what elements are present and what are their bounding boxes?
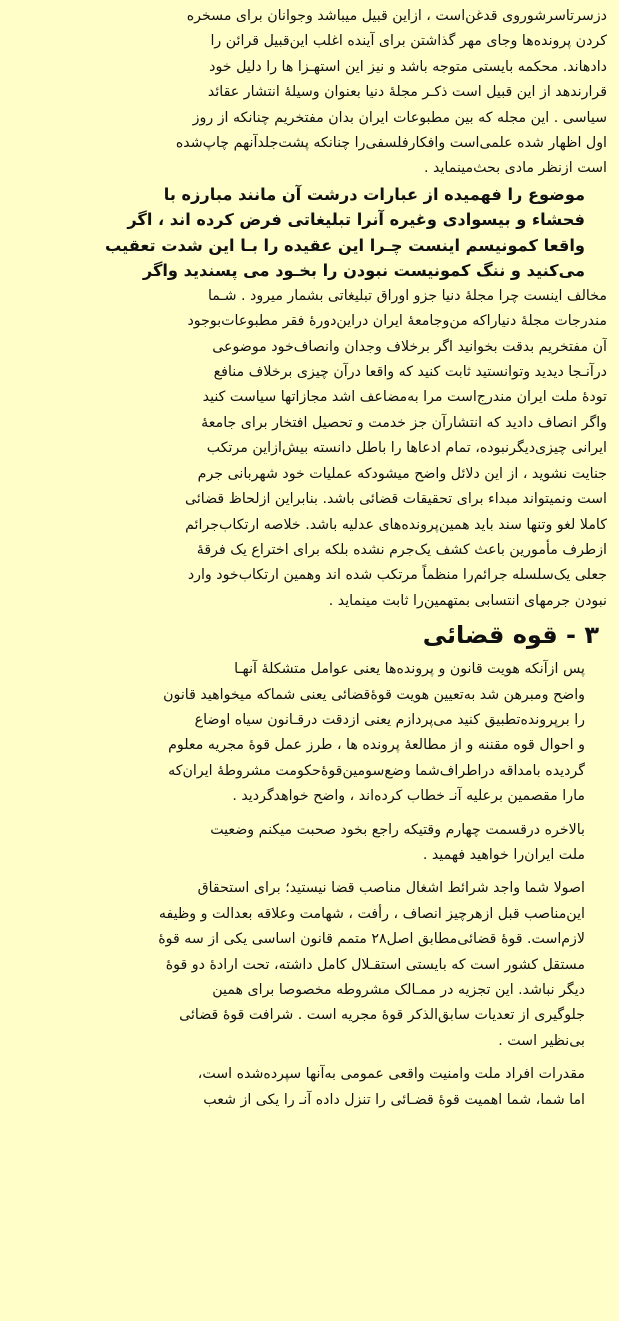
paragraph-4 xyxy=(14,657,607,809)
text-line: بی‌نظیر است . xyxy=(498,1032,585,1049)
text-line: واگر انصاف دادید که انتشارآن جز خدمت و تحصیل افتخار برای جامعهٔ xyxy=(201,414,607,431)
paragraph-gap xyxy=(14,868,607,876)
text-line: سیاسی . این مجله که بین مطبوعات ایران بدان مفتخریم چنانکه از روز xyxy=(192,109,607,126)
text-line: موضوع را فهمیده از عبارات درشت آن مانند مبارزه با xyxy=(163,184,585,204)
text-line: تودهٔ ملت ایران مندرج‌است مرا به‌مضاعف اشد مجازاتها سیاست کنید xyxy=(202,389,607,406)
text-line: آن مفتخریم بدقت بخوانید اگر برخلاف وجدان وانصاف‌خود موضوعی xyxy=(212,338,607,355)
paragraph-gap xyxy=(14,810,607,818)
text-line: درآنـجا دیدید وتوانستید ثابت کنید که واقعا درآن چیزی برخلاف منافع xyxy=(213,364,607,381)
text-line: مخالف اینست چرا مجلهٔ دنیا جزو اوراق تبلیغاتی بشمار میرود . شـما xyxy=(207,287,607,304)
text-line: مستقل کشور است که بایستی استقـلال کامل داشته، تحت ارادهٔ دو قوهٔ xyxy=(165,956,585,973)
text-line: می‌کنید و ننگ کمونیست نبودن را بخـود می پسندید واگر xyxy=(142,261,585,281)
text-line: دادهاند. محکمه بایستی متوجه باشد و نیز این استهـزا ها را دلیل خود xyxy=(209,58,607,75)
text-line: نبودن جرمهای انتسابی بمتهمین‌را ثابت مینماید . xyxy=(328,592,607,609)
text-line: بالاخره درقسمت چهارم وقتیکه راجع بخود صحبت میکنم وضعیت xyxy=(210,821,585,838)
text-line: ازطرف مأمورین باعث کشف یک‌جرم نشده بلکه برای اختراع یک فرقهٔ xyxy=(196,541,607,558)
section-heading: ۳ - قوه قضائی xyxy=(422,621,599,650)
text-line: اول اظهار شده علمی‌است وافکارفلسفی‌را چنانکه پشت‌جلدآنهم چاپ‌شده xyxy=(175,135,607,152)
text-line: لازم‌است. قوهٔ قضائی‌مطابق اصل۲۸ متمم قانون اساسی یکی از سه قوهٔ xyxy=(158,931,585,948)
text-line: فحشاء و بیسوادی وغیره آنرا تبلیغاتی فرض کرده اند ، اگر xyxy=(127,210,585,230)
text-line: مقدرات افراد ملت وامنیت واقعی عمومی به‌آنها سپرده‌شده است، xyxy=(197,1066,585,1083)
text-line: را برپرونده‌تطبیق کنید می‌پردازم یعنی ازدقت درقـانون سیاه اوضاع xyxy=(194,711,585,728)
text-line: اما شما، شما اهمیت قوهٔ قضـائی را تنزل داده آنـ را یکی از شعب xyxy=(203,1091,585,1108)
text-line: قرارندهد از این قبیل است ذکـر مجلهٔ دنیا بعنوان وسیلهٔ انتشار عقائد xyxy=(207,84,607,101)
text-line: جعلی یک‌سلسله جرائم‌را منظماً مرتکب شده اند وهمین ارتکاب‌خود وارد xyxy=(187,567,607,584)
text-line: است ونمیتواند مبداء برای تحقیقات قضائی باشد. بنابراین ازلحاظ قضائی xyxy=(185,491,607,508)
paragraph-gap xyxy=(14,1054,607,1062)
paragraph-7 xyxy=(14,1062,607,1113)
text-line: جلوگیری از تعدیات سابق‌الذکر قوهٔ مجریه است . شرافت قوهٔ قضائی xyxy=(179,1007,585,1024)
text-line: این‌مناصب قبل ازهرچیز انصاف ، رأفت ، شهامت وعلاقه بعدالت و وظیفه xyxy=(158,905,585,922)
text-line: دزسرتاسرشوروی قدغن‌است ، ازاین قبیل میباشد وجوانان برای مسخره xyxy=(186,8,607,24)
text-line: دیگر نباشد. این تجزیه در ممـالک مشروطه مخصوصا برای همین xyxy=(212,982,585,998)
text-line: کاملا لغو وتنها سند باید همین‌پرونده‌های عدلیه باشد. خلاصه ارتکاب‌جرائم xyxy=(185,516,607,533)
paragraph-2-bold xyxy=(14,182,607,284)
text-line: مارا مقصمین برعلیه آنـ خطاب کرده‌اند ، واضح خواهدگردید . xyxy=(232,788,585,805)
paragraph-1 xyxy=(14,4,607,182)
paragraph-3 xyxy=(14,284,607,614)
text-line: است ازنظر مادی بحث‌مینماید . xyxy=(424,160,607,177)
text-line: واقعا کمونیسم اینست چـرا این عقیده را بـا این شدت تعقیب xyxy=(104,235,585,255)
text-line: ملت ایران‌را خواهید فهمید . xyxy=(422,846,585,863)
text-line: مندرجات مجلهٔ دنیاراکه من‌وجامعهٔ ایران دراین‌دورهٔ فقر مطبوعات‌بوجود xyxy=(187,313,607,330)
text-line: ایرانی چیزی‌دیگرنبوده، تمام ادعاها را باطل دانسته بیش‌ازاین مرتکب xyxy=(206,440,607,457)
paragraph-6 xyxy=(14,876,607,1054)
text-line: اصولا شما واجد شرائط اشغال مناصب قضا نیستید؛ برای استحقاق xyxy=(197,880,585,897)
text-line: واضح ومبرهن شد به‌تعیین هویت قوهٔ‌قضائی یعنی شماکه میخواهید قانون xyxy=(163,686,585,703)
text-line: جنایت نشوید ، از این دلائل واضح میشودکه عملیات خود شهربانی جرم xyxy=(197,465,607,482)
text-line: پس ازآنکه هویت قانون و پرونده‌ها یعنی عوامل متشکلهٔ آنهـا xyxy=(234,661,585,678)
text-line: گردیده بامداقه دراطراف‌شما وضع‌سومین‌قوهٔ‌حکومت مشروطهٔ ایران‌که xyxy=(168,762,585,779)
paragraph-5 xyxy=(14,818,607,869)
text-line: و احوال قوه مقننه و از مطالعهٔ پرونده ها ، طرز عمل قوهٔ مجریه معلوم xyxy=(168,737,585,754)
text-line: کردن پرونده‌ها وجای مهر گذاشتن برای آینده اغلب این‌قبیل قرائن را xyxy=(210,33,607,50)
